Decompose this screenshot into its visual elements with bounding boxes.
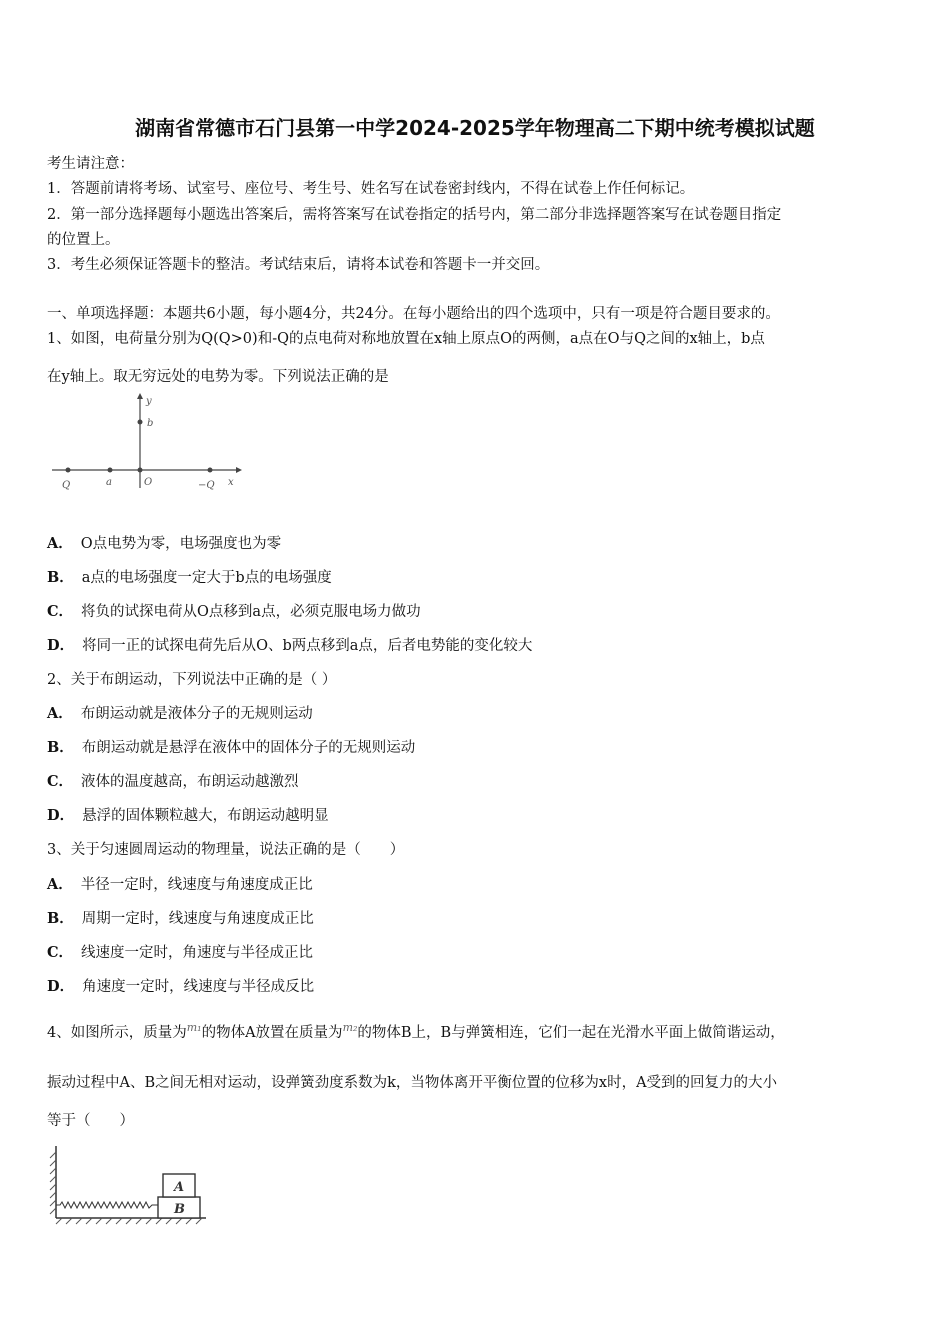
page-title: 湖南省常德市石门县第一中学2024-2025学年物理高二下期中统考模拟试题: [135, 116, 815, 140]
question-4-stem-end: 等于（ ）: [47, 1113, 134, 1129]
notice-heading: 考生请注意：: [47, 156, 134, 172]
option-d: D． 角速度一定时，线速度与半径成反比: [47, 978, 315, 995]
point-label-a: a: [106, 477, 112, 488]
option-b: B． 布朗运动就是悬浮在液体中的固体分子的无规则运动: [47, 739, 416, 756]
question-3-stem: 3、关于匀速圆周运动的物理量，说法正确的是（ ）: [47, 842, 405, 858]
option-b: B． 周期一定时，线速度与角速度成正比: [47, 910, 314, 927]
charge-label-q: Q: [62, 480, 71, 491]
option-d: D． 悬浮的固体颗粒越大，布朗运动越明显: [47, 807, 329, 824]
option-d: D． 将同一正的试探电荷先后从O、b两点移到a点，后者电势能的变化较大: [47, 637, 533, 654]
option-c: C． 液体的温度越高，布朗运动越激烈: [47, 773, 299, 790]
charge-axis-figure: [48, 392, 248, 497]
block-label-a: A: [174, 1180, 185, 1195]
block-label-b: B: [174, 1202, 185, 1217]
origin-label-o: O: [144, 477, 153, 488]
mass-m1: m₁: [186, 1021, 202, 1035]
point-label-b: b: [147, 418, 154, 429]
option-c: C． 线速度一定时，角速度与半径成正比: [47, 944, 314, 961]
option-a: A． O点电势为零，电场强度也为零: [47, 535, 282, 552]
question-4-stem: 4、如图所示，质量为$^{m_1}$的物体A放置在质量为$^{m_2}$的物体B上，B与弹簧相连，它们一起在光滑水平面上做简谐运动，: [47, 1021, 785, 1041]
notice-item: 的位置上。: [47, 232, 120, 248]
question-2-stem: 2、关于布朗运动，下列说法中正确的是（ ）: [47, 672, 337, 688]
question-1-stem: 1、如图，电荷量分别为Q(Q>0)和-Q的点电荷对称地放置在x轴上原点O的两侧，a点在O与Q之间的x轴上，b点: [47, 331, 765, 347]
question-1-stem-cont: 在y轴上。取无穷远处的电势为零。下列说法正确的是: [47, 369, 389, 385]
option-a: A． 半径一定时，线速度与角速度成正比: [47, 876, 313, 893]
notice-item: 2．第一部分选择题每小题选出答案后，需将答案写在试卷指定的括号内，第二部分非选择题答案写在试卷题目指定: [47, 207, 782, 223]
question-4-stem-cont: 振动过程中A、B之间无相对运动，设弹簧劲度系数为k，当物体离开平衡位置的位移为x时，A受到的回复力的大小: [47, 1075, 778, 1091]
section-heading: 一、单项选择题：本题共6小题，每小题4分，共24分。在每小题给出的四个选项中，只有一项是符合题目要求的。: [47, 306, 780, 322]
option-c: C． 将负的试探电荷从O点移到a点，必须克服电场力做功: [47, 603, 421, 620]
option-a: A． 布朗运动就是液体分子的无规则运动: [47, 705, 313, 722]
option-b: B． a点的电场强度一定大于b点的电场强度: [47, 569, 332, 586]
notice-item: 1．答题前请将考场、试室号、座位号、考生号、姓名写在试卷密封线内，不得在试卷上作任何标记。: [47, 181, 695, 197]
axis-label-y: y: [146, 396, 152, 407]
spring-blocks-figure: [48, 1142, 213, 1227]
mass-m2: m₂: [342, 1021, 358, 1035]
notice-item: 3．考生必须保证答题卡的整洁。考试结束后，请将本试卷和答题卡一并交回。: [47, 257, 550, 273]
axis-label-x: x: [228, 477, 234, 488]
charge-label-neg-q: −Q: [198, 480, 215, 491]
